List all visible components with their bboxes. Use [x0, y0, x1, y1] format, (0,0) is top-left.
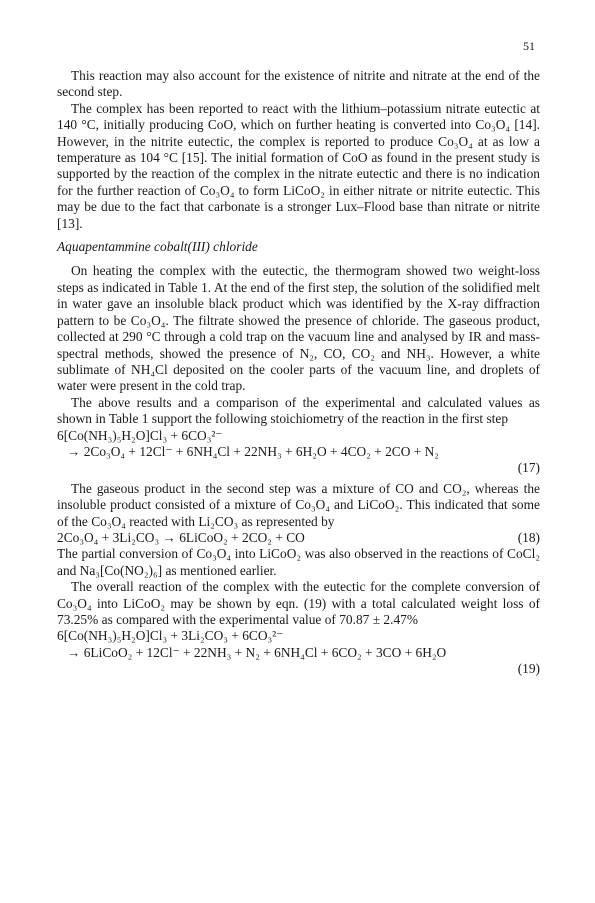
paragraph-complex-reaction: The complex has been reported to react with the lithium–potassium nitrate eutectic at 140 °C, initially producing CoO, which on further heating is converted into Co₃O₄ [14]. However, in the nitrite eutectic, the complex is reported to produce Co₃O₄ at as low a temperature as 104 °C [15]. The initial formation of CoO as found in the present study is supported by the reaction of the complex in the nitrate eutectic and there is no indication for the further reaction of Co₃O₄ to form LiCoO₂ in either nitrate or nitrite eutectic. This may be due to the fact that carbonate is a stronger Lux–Flood base than nitrate or nitrite [13].	[57, 100, 540, 231]
equation-18-text: 2Co₃O₄ + 3Li₂CO₃ → 6LiCoO₂ + 2CO₂ + CO	[57, 529, 305, 545]
page-body	[57, 68, 540, 678]
equation-17-line-2: → 2Co₃O₄ + 12Cl⁻ + 6NH₄Cl + 22NH₃ + 6H₂O + 4CO₂ + 2CO + N₂	[67, 443, 439, 459]
paragraph-thermogram: On heating the complex with the eutectic, the thermogram showed two weight-loss steps as indicated in Table 1. At the end of the first step, the solution of the solidified melt in water gave an insoluble black product which was identified by the X-ray diffraction pattern to be Co₃O₄. The filtrate showed the presence of chloride. The gaseous product, collected at 290 °C through a cold trap on the vacuum line and analysed by IR and mass-spectral methods, showed the presence of N₂, CO, CO₂ and NH₃. However, a white sublimate of NH₄Cl deposited on the cooler parts of the vacuum line, and droplets of water were present in the cold trap.	[57, 263, 540, 394]
paragraph-second-step: The gaseous product in the second step was a mixture of CO and CO₂, whereas the insoluble product consisted of a mixture of Co₃O₄ and LiCoO₂. This indicated that some of the Co₃O₄ reacted with Li₂CO₃ as represented by	[57, 480, 540, 529]
equation-17-number: (17)	[517, 460, 540, 476]
section-heading: Aquapentammine cobalt(III) chloride	[57, 239, 258, 255]
equation-18-number: (18)	[517, 529, 540, 545]
equation-18	[57, 530, 540, 546]
paragraph-overall-reaction: The overall reaction of the complex with the eutectic for the complete conversion of Co₃O₄ into LiCoO₂ may be shown by eqn. (19) with a total calculated weight loss of 73.25% as compared with the experimental value of 70.87 ± 2.47%	[57, 579, 540, 627]
page-number: 51	[523, 39, 535, 53]
paragraph-nitrite-nitrate: This reaction may also account for the existence of nitrite and nitrate at the end of the second step.	[57, 68, 540, 100]
equation-19-number: (19)	[517, 661, 540, 677]
equation-19-line-2: → 6LiCoO₂ + 12Cl⁻ + 22NH₃ + N₂ + 6NH₄Cl + 6CO₂ + 3CO + 6H₂O	[67, 644, 447, 660]
paragraph-partial-conversion: The partial conversion of Co₃O₄ into LiCoO₂ was also observed in the reactions of CoCl₂ and Na₃[Co(NO₂)₆] as mentioned earlier.	[57, 546, 540, 578]
paragraph-stoichiometry: The above results and a comparison of the experimental and calculated values as shown in Table 1 support the following stoichiometry of the reaction in the first step	[57, 394, 540, 427]
equation-19-line-1: 6[Co(NH₃)₅H₂O]Cl₃ + 3Li₂CO₃ + 6CO₃²⁻	[57, 628, 284, 644]
equation-17-line-1: 6[Co(NH₃)₅H₂O]Cl₃ + 6CO₃²⁻	[57, 427, 223, 443]
